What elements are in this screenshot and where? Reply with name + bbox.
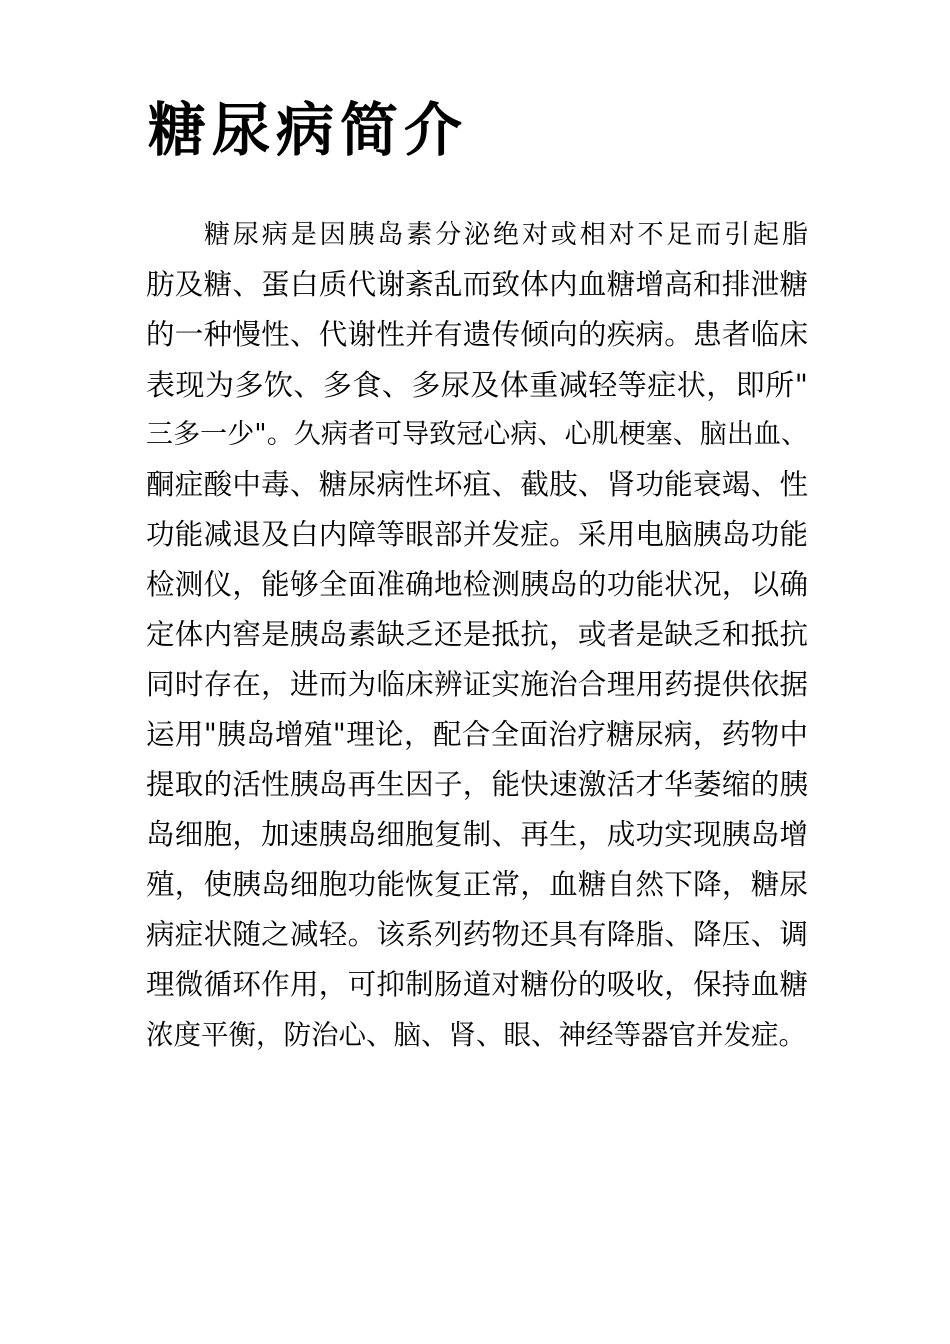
paragraph-line: 肪及糖、蛋白质代谢紊乱而致体内血糖增高和排泄糖: [146, 268, 808, 301]
paragraph-line: 运用"胰岛增殖"理论，配合全面治疗糖尿病，药物中: [146, 718, 808, 751]
paragraph-line: 功能减退及白内障等眼部并发症。采用电脑胰岛功能: [146, 518, 808, 551]
paragraph-line: 理微循环作用，可抑制肠道对糖份的吸收，保持血糖: [146, 968, 808, 1001]
paragraph-line: 浓度平衡，防治心、脑、肾、眼、神经等器官并发症。: [146, 1019, 806, 1051]
document-title: 糖尿病简介: [148, 96, 469, 164]
paragraph-line: 提取的活性胰岛再生因子，能快速激活才华萎缩的胰: [146, 768, 808, 801]
paragraph-line: 的一种慢性、代谢性并有遗传倾向的疾病。患者临床: [146, 318, 808, 351]
body-paragraph: [146, 210, 808, 1060]
paragraph-line: 定体内窖是胰岛素缺乏还是抵抗，或者是缺乏和抵抗: [146, 618, 808, 651]
paragraph-line: 表现为多饮、多食、多尿及体重减轻等症状，即所": [146, 368, 808, 402]
paragraph-line: 糖尿病是因胰岛素分泌绝对或相对不足而引起脂: [204, 220, 808, 250]
paragraph-line: 酮症酸中毒、糖尿病性坏疽、截肢、肾功能衰竭、性: [146, 468, 808, 501]
paragraph-line: 病症状随之减轻。该系列药物还具有降脂、降压、调: [146, 918, 808, 951]
paragraph-line: 同时存在，进而为临床辨证实施治合理用药提供依据: [146, 668, 808, 701]
paragraph-line: 岛细胞，加速胰岛细胞复制、再生，成功实现胰岛增: [146, 818, 808, 851]
paragraph-line: 三多一少"。久病者可导致冠心病、心肌梗塞、脑出血、: [146, 419, 808, 450]
paragraph-line: 检测仪，能够全面准确地检测胰岛的功能状况，以确: [146, 568, 808, 601]
paragraph-line: 殖，使胰岛细胞功能恢复正常，血糖自然下降，糖尿: [146, 868, 808, 901]
